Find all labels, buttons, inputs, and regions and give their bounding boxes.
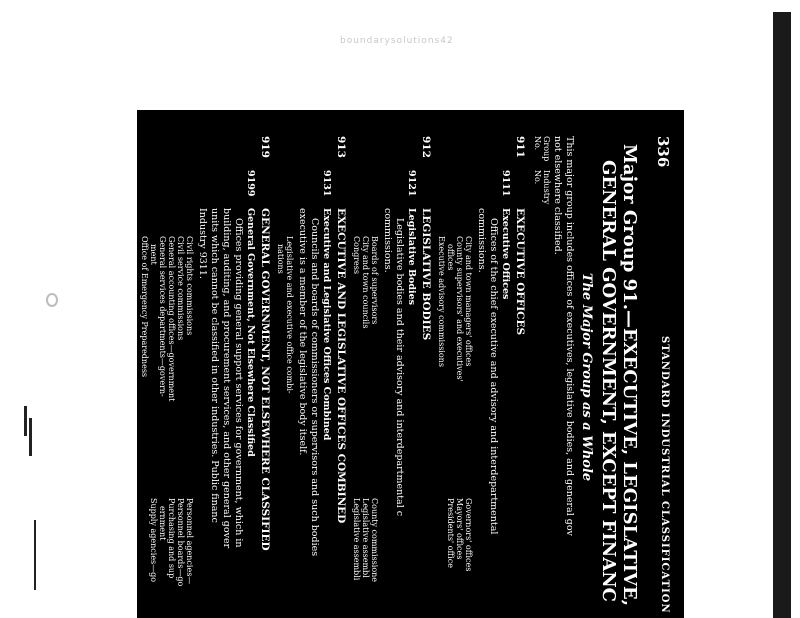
example-item: ment	[149, 244, 158, 265]
column-headers	[531, 136, 551, 618]
examples-block	[140, 136, 194, 618]
example-item: nations	[276, 244, 285, 274]
faint-header-stamp: boundarysolutions42	[340, 36, 454, 46]
industry-title: Legislative Bodies	[406, 208, 417, 305]
group-title: GENERAL GOVERNMENT, NOT ELSEWHERE CLASSIFIED	[259, 208, 271, 551]
major-group-title-line1: Major Group 91.—EXECUTIVE, LEGISLATIVE,	[619, 144, 640, 607]
industry-description: executive is a member of the legislative body itself.	[297, 208, 308, 456]
example-item: Supply agencies—go	[149, 498, 158, 583]
example-item: Civil rights commissions	[185, 236, 194, 336]
industry-description: commissions.	[476, 208, 487, 273]
group-title: EXECUTIVE AND LEGISLATIVE OFFICES COMBINED	[335, 208, 347, 524]
example-item: ernment	[158, 506, 167, 541]
examples-block	[352, 136, 379, 618]
scan-mark	[24, 406, 27, 436]
group-number: 911	[514, 136, 526, 158]
example-item: Congress	[352, 236, 361, 274]
industry-description: units which cannot be classified in other industries. Public financ	[209, 208, 220, 523]
industry-9121	[405, 136, 417, 618]
group-919	[259, 136, 271, 618]
industry-title: General Government, Not Elsewhere Classified	[245, 208, 256, 457]
industry-title: Executive and Legislative Offices Combined	[321, 208, 332, 441]
industry-description: Legislative bodies and their advisory and interdepartmental c	[394, 218, 405, 517]
col-head-group: Group No.	[533, 136, 551, 162]
example-item: Personnel boards—go	[176, 498, 185, 587]
example-item: General services departments—govern-	[158, 236, 167, 397]
col-head-industry: Industry No.	[533, 170, 551, 205]
example-item: Boards of supervisors	[370, 236, 379, 325]
major-group-title-line2: GENERAL GOVERNMENT, EXCEPT FINANC	[598, 160, 619, 603]
example-item: Personnel agencies—	[185, 498, 194, 585]
section-subhead: The Major Group as a Whole	[579, 272, 594, 482]
example-item: Legislative assembli	[352, 498, 361, 581]
group-number: 919	[259, 136, 271, 158]
examples-block	[276, 136, 294, 618]
group-911	[514, 136, 526, 618]
scan-edge-bar	[773, 12, 791, 618]
example-item: Office of Emergency Preparedness	[140, 236, 149, 378]
industry-title: Executive Offices	[500, 208, 511, 300]
industry-9111	[499, 136, 511, 618]
page-number: 336	[654, 136, 672, 168]
example-item: City and town managers' offices	[464, 236, 473, 367]
industry-description: building, auditing, and procurement services, and other general gover	[221, 208, 232, 549]
scan-punch-hole	[46, 293, 58, 307]
industry-number: 9199	[245, 170, 256, 197]
industry-description: commissions.	[382, 208, 393, 273]
group-number: 913	[335, 136, 347, 158]
group-title: LEGISLATIVE BODIES	[420, 208, 432, 341]
group-number: 912	[420, 136, 432, 158]
example-item: General accounting offices—government	[167, 236, 176, 402]
industry-description: Offices providing general support services for government, which in	[233, 218, 244, 548]
example-item: Governors' offices	[464, 498, 473, 572]
example-item: Legislative assembl	[361, 498, 370, 578]
scan-mark	[29, 418, 32, 456]
scan-mark	[34, 520, 36, 590]
industry-number: 9111	[500, 170, 511, 197]
industry-9199	[244, 136, 256, 618]
example-item: Presidents' office	[446, 498, 455, 568]
example-item: offices	[446, 244, 455, 271]
example-item: Legislative and executive office combi-	[285, 236, 294, 394]
industry-description: Councils and boards of commissioners or supervisors and such bodies	[309, 218, 320, 557]
industry-description: Offices of the chief executive and advisory and interdepartmental	[488, 218, 499, 535]
industry-description: Industry 9311.	[197, 208, 208, 279]
example-item: County supervisors' and executives'	[455, 236, 464, 382]
intro-line1: This major group includes offices of executives, legislative bodies, and general gov	[564, 136, 575, 536]
intro-line2: not elsewhere classified.	[552, 136, 563, 255]
industry-number: 9131	[321, 170, 332, 197]
industry-number: 9121	[406, 170, 417, 197]
example-item: City and town councils	[361, 236, 370, 329]
examples-block	[437, 136, 473, 618]
scanned-page	[137, 110, 684, 618]
example-item: County commissione	[370, 498, 379, 583]
group-912	[420, 136, 432, 618]
industry-9131	[320, 136, 332, 618]
example-item: Civil service commissions	[176, 236, 185, 341]
example-item: Mayors' offices	[455, 498, 464, 560]
group-913	[335, 136, 347, 618]
group-title: EXECUTIVE OFFICES	[514, 208, 526, 336]
rotated-page-content	[137, 110, 684, 618]
page-header	[650, 136, 672, 618]
example-item: Purchasing and sup	[167, 498, 176, 579]
example-item: Executive advisory commissions	[437, 236, 446, 367]
running-head: STANDARD INDUSTRIAL CLASSIFICATION	[659, 336, 670, 614]
